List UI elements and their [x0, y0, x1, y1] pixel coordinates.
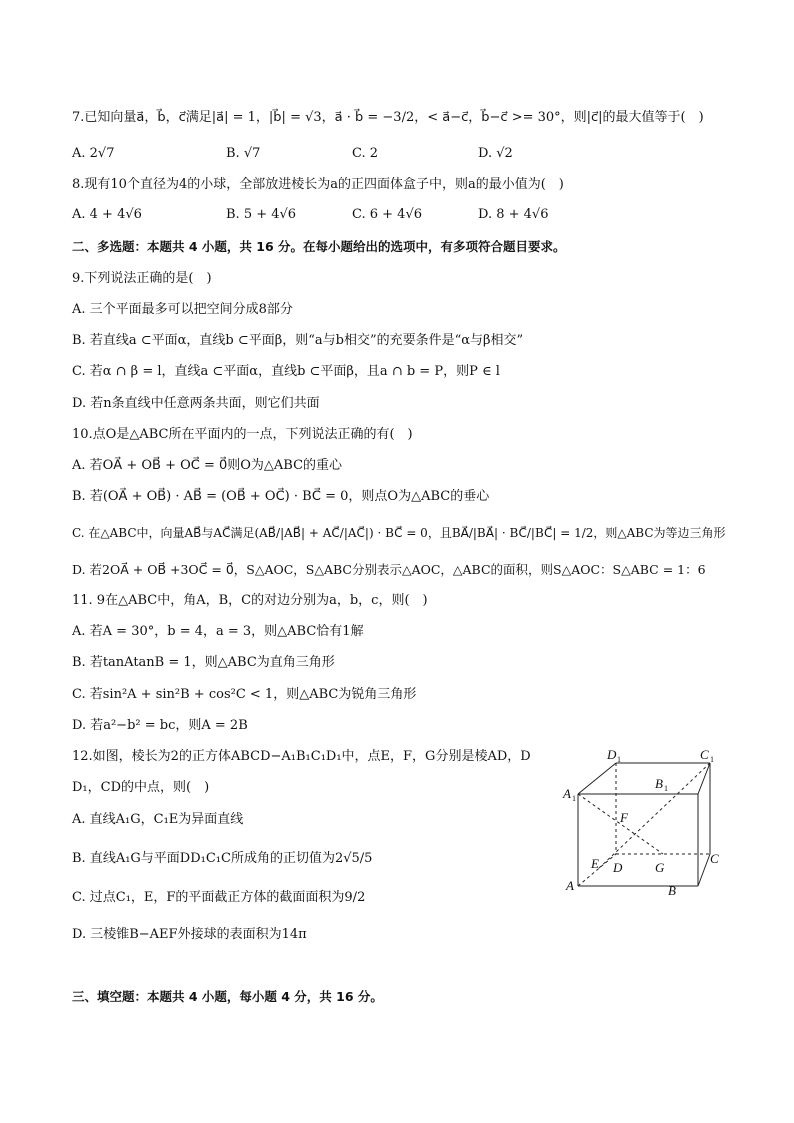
q9-option-c[interactable]: C. 若α ∩ β = l，直线a ⊂平面α，直线b ⊂平面β，且a ∩ b = P，则P ∈ l: [72, 364, 500, 379]
q7-stem: 7.已知向量a⃗，b⃗，c⃗满足|a⃗| = 1，|b⃗| = √3，a⃗ · b⃗ = −3/2，< a⃗−c⃗，b⃗−c⃗ >= 30°，则|c⃗|的最大值等于( ): [72, 110, 704, 125]
q12-option-a[interactable]: A. 直线A₁G，C₁E为异面直线: [72, 812, 244, 827]
q12-option-b[interactable]: B. 直线A₁G与平面DD₁C₁C所成角的正切值为2√5/5: [72, 851, 373, 866]
q10-option-a[interactable]: A. 若OA⃗ + OB⃗ + OC⃗ = 0⃗则O为△ABC的重心: [72, 458, 343, 473]
section-2-heading: 二、多选题：本题共 4 小题，共 16 分。在每小题给出的选项中，有多项符合题目要求。: [72, 239, 566, 254]
label-f: F: [620, 810, 628, 825]
q8-option-a[interactable]: A. 4 + 4√6: [72, 207, 142, 222]
label-d: D: [613, 860, 623, 875]
q8-stem: 8.现有10个直径为4的小球，全部放进棱长为a的正四面体盒子中，则a的最小值为( ): [72, 177, 564, 192]
q11-option-a[interactable]: A. 若A = 30°，b = 4，a = 3，则△ABC恰有1解: [72, 624, 364, 639]
q7-option-a[interactable]: A. 2√7: [72, 146, 115, 161]
q7-option-d[interactable]: D. √2: [478, 146, 513, 161]
q12-stem-line2: D₁，CD的中点，则( ): [72, 780, 210, 795]
label-g: G: [655, 860, 665, 875]
q8-option-d[interactable]: D. 8 + 4√6: [478, 207, 549, 222]
q9-option-a[interactable]: A. 三个平面最多可以把空间分成8部分: [72, 302, 293, 317]
q11-stem: 11. 9在△ABC中，角A，B，C的对边分别为a，b，c，则( ): [72, 593, 428, 608]
label-c1-sub: 1: [710, 755, 714, 764]
q8-option-c[interactable]: C. 6 + 4√6: [352, 207, 423, 222]
q9-option-b[interactable]: B. 若直线a ⊂平面α，直线b ⊂平面β，则“a与b相交”的充要条件是“α与β相交”: [72, 333, 524, 348]
q9-stem: 9.下列说法正确的是( ): [72, 271, 212, 286]
q11-option-b[interactable]: B. 若tanAtanB = 1，则△ABC为直角三角形: [72, 655, 335, 670]
label-a1: A: [563, 786, 571, 801]
edge-c1-b1: [698, 763, 710, 794]
label-c1: C: [700, 748, 709, 762]
edge-b-c: [698, 854, 710, 886]
q10-option-d[interactable]: D. 若2OA⃗ + OB⃗ +3OC⃗ = 0⃗，S△AOC，S△ABC分别表示△AOC，△ABC的面积，则S△AOC：S△ABC = 1：6: [72, 562, 706, 577]
q10-option-b[interactable]: B. 若(OA⃗ + OB⃗) · AB⃗ = (OB⃗ + OC⃗) · BC⃗ = 0，则点O为△ABC的垂心: [72, 489, 490, 504]
q12-option-c[interactable]: C. 过点C₁，E，F的平面截正方体的截面面积为9/2: [72, 890, 366, 905]
q9-option-d[interactable]: D. 若n条直线中任意两条共面，则它们共面: [72, 396, 320, 411]
cube-figure: [560, 748, 730, 898]
section-3-heading: 三、填空题：本题共 4 小题，每小题 4 分，共 16 分。: [72, 989, 383, 1004]
label-a1-sub: 1: [572, 794, 576, 803]
label-b: B: [668, 883, 676, 898]
edge-a1-d1: [578, 763, 616, 794]
label-d1: D: [607, 748, 617, 762]
label-d1-sub: 1: [617, 755, 621, 764]
q11-option-c[interactable]: C. 若sin²A + sin²B + cos²C < 1，则△ABC为锐角三角形: [72, 687, 417, 702]
q7-option-b[interactable]: B. √7: [226, 146, 261, 161]
q10-stem: 10.点O是△ABC所在平面内的一点，下列说法正确的有( ): [72, 427, 413, 442]
label-a: A: [566, 878, 574, 893]
label-e: E: [591, 856, 599, 871]
q12-option-d[interactable]: D. 三棱锥B−AEF外接球的表面积为14π: [72, 927, 307, 942]
q7-option-c[interactable]: C. 2: [352, 146, 379, 161]
label-c: C: [710, 851, 719, 866]
q8-option-b[interactable]: B. 5 + 4√6: [226, 207, 297, 222]
label-b1: B: [655, 776, 663, 791]
q12-stem-line1: 12.如图，棱长为2的正方体ABCD−A₁B₁C₁D₁中，点E，F，G分别是棱AD，D: [72, 749, 531, 764]
q10-option-c[interactable]: C. 在△ABC中，向量AB⃗与AC⃗满足(AB⃗/|AB⃗| + AC⃗/|AC⃗|) · BC⃗ = 0，且BA⃗/|BA⃗| · BC⃗/|BC⃗| = 1/2，则△ABC为等边三角形: [72, 526, 726, 540]
label-b1-sub: 1: [664, 784, 668, 793]
q11-option-d[interactable]: D. 若a²−b² = bc，则A = 2B: [72, 718, 248, 733]
